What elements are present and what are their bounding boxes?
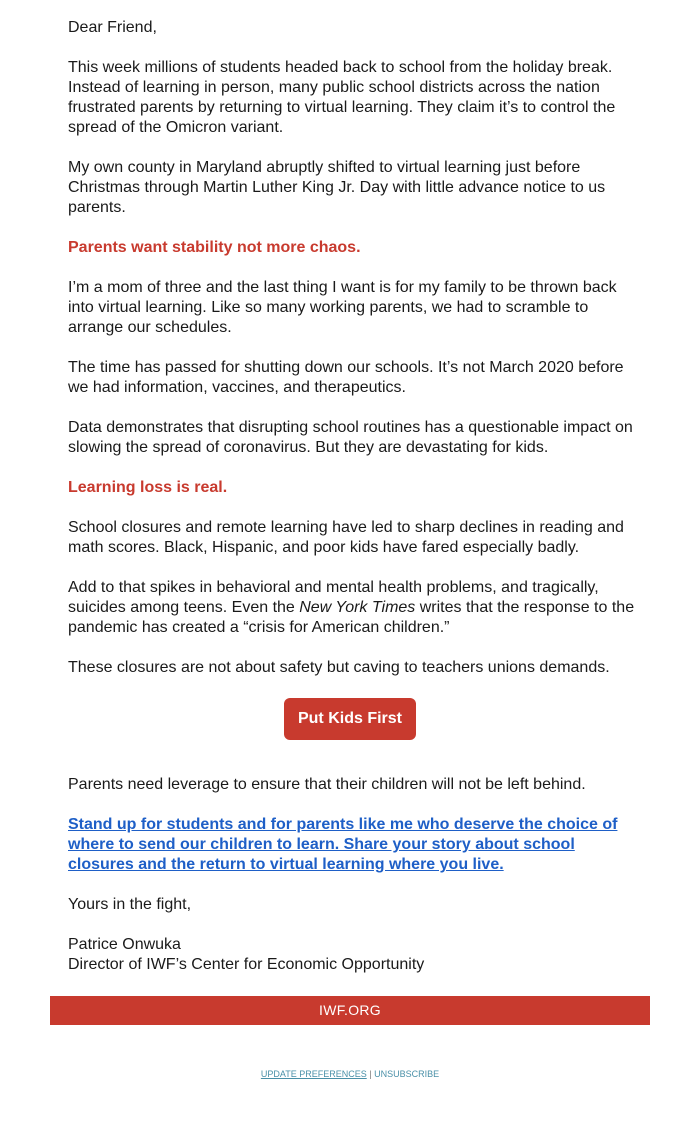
- email-body: [68, 18, 638, 995]
- cta-container: [68, 698, 632, 740]
- section-heading-stability: Parents want stability not more chaos.: [68, 239, 361, 256]
- paragraph-leverage: Parents need leverage to ensure that their children will not be left behind.: [68, 776, 586, 793]
- share-story-paragraph: [68, 815, 638, 875]
- paragraph-unions: These closures are not about safety but caving to teachers unions demands.: [68, 659, 610, 676]
- section-heading-learning-loss: Learning loss is real.: [68, 479, 228, 496]
- signer-name: Patrice Onwuka: [68, 936, 181, 953]
- nyt-text-after: writes that the response to the pandemic has created a “crisis for American children.”: [68, 599, 635, 636]
- signer-title: Director of IWF’s Center for Economic Opportunity: [68, 956, 425, 973]
- nyt-text-before: Add to that spikes in behavioral and mental health problems, and tragically, suicides among teens. Even the: [68, 579, 599, 616]
- paragraph-time-has-passed: The time has passed for shutting down our schools. It’s not March 2020 before we had information, vaccines, and therapeutics.: [68, 359, 624, 396]
- footer-links: [0, 1069, 700, 1079]
- update-preferences-link[interactable]: UPDATE PREFERENCES: [260, 1069, 367, 1079]
- closing: Yours in the fight,: [68, 896, 192, 913]
- paragraph-mental-health: [68, 578, 638, 638]
- paragraph-data: Data demonstrates that disrupting school routines has a questionable impact on slowing the spread of coronavirus. But they are devastating for kids.: [68, 419, 633, 456]
- paragraph-closures: School closures and remote learning have led to sharp declines in reading and math scores. Black, Hispanic, and poor kids have fared especially badly.: [68, 519, 624, 556]
- paragraph-maryland: My own county in Maryland abruptly shifted to virtual learning just before Christmas through Martin Luther King Jr. Day with little advance notice to us parents.: [68, 159, 606, 216]
- signature: [68, 935, 638, 975]
- unsubscribe-link[interactable]: UNSUBSCRIBE: [374, 1069, 440, 1079]
- nyt-title: New York Times: [299, 599, 416, 616]
- footer-separator: |: [369, 1069, 372, 1079]
- greeting: Dear Friend,: [68, 19, 157, 36]
- paragraph-mom-of-three: I’m a mom of three and the last thing I want is for my family to be thrown back into virtual learning. Like so many working parents, we had to scramble to arrange our schedules.: [68, 279, 617, 336]
- paragraph-intro: This week millions of students headed back to school from the holiday break. Instead of learning in person, many public school districts across the nation frustrated parents by returning to virtual learning. They claim it’s to control the spread of the Omicron variant.: [68, 59, 616, 136]
- put-kids-first-button[interactable]: Put Kids First: [284, 698, 416, 740]
- share-story-link[interactable]: Stand up for students and for parents like me who deserve the choice of where to send our children to learn. Share your story about school closures and the return to virtual learning where you live.: [68, 816, 618, 873]
- iwf-footer-bar[interactable]: IWF.ORG: [50, 996, 650, 1025]
